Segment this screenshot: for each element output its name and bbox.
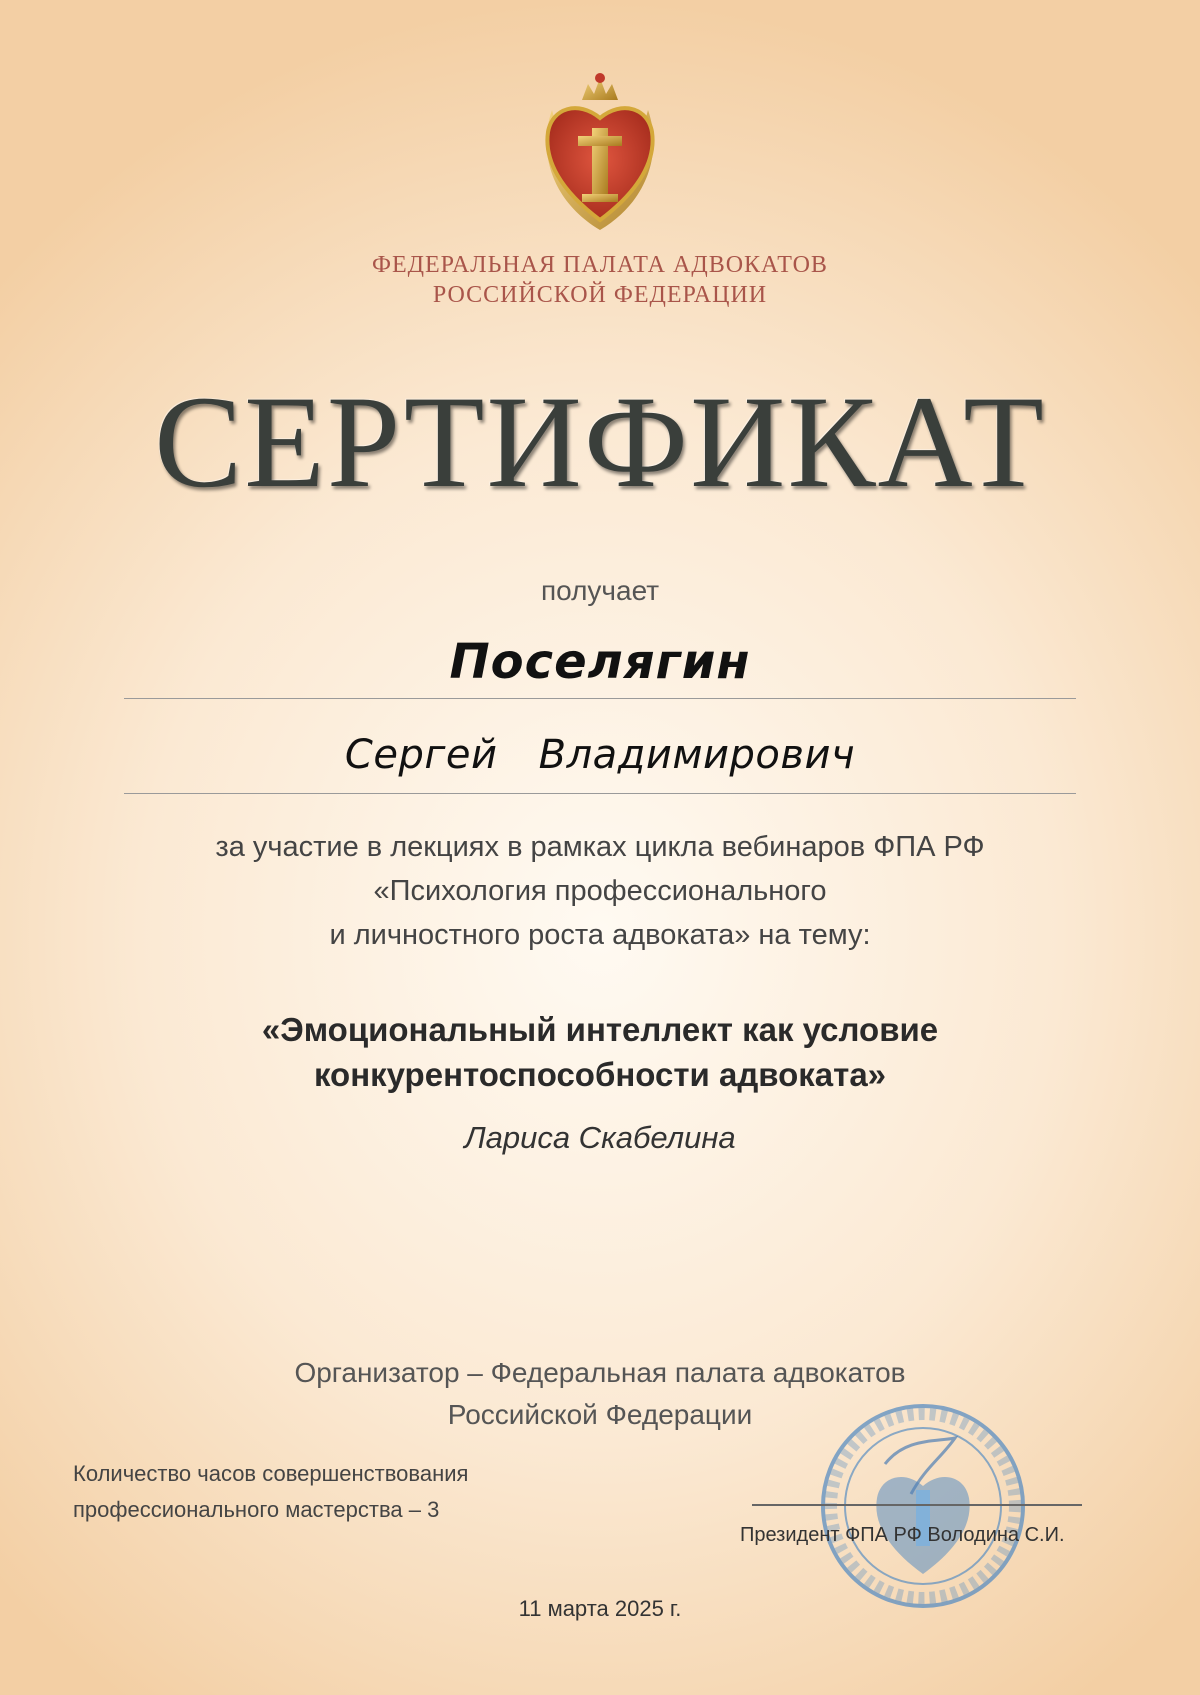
lecture-topic-line: конкурентоспособности адвоката» (313, 1056, 887, 1093)
organization-name-line1: ФЕДЕРАЛЬНАЯ ПАЛАТА АДВОКАТОВ (372, 252, 828, 278)
description-line: за участие в лекциях в рамках цикла вебинаров ФПА РФ (215, 831, 985, 863)
surname-underline (124, 698, 1076, 699)
lecturer-name: Лариса Скабелина (464, 1120, 736, 1155)
recipient-given-names: Сергей Владимирович (344, 732, 856, 778)
receives-label: получает (540, 575, 660, 606)
official-seal-stamp (815, 1398, 1031, 1614)
training-hours-line: Количество часов совершенствования (73, 1461, 469, 1486)
signature-line (752, 1504, 1082, 1506)
given-names-underline (124, 793, 1076, 794)
signatory-name: Президент ФПА РФ Володина С.И. (740, 1524, 1065, 1546)
organizer-line: Российской Федерации (447, 1399, 753, 1430)
organization-name-line2: РОССИЙСКОЙ ФЕДЕРАЦИИ (432, 282, 768, 308)
description-line: и личностного роста адвоката» на тему: (329, 919, 871, 951)
fpa-emblem-icon (530, 70, 670, 240)
recipient-surname: Поселягин (449, 634, 751, 690)
organizer-line: Организатор – Федеральная палата адвокатов (294, 1357, 906, 1388)
lecture-topic-line: «Эмоциональный интеллект как условие (261, 1011, 939, 1048)
issue-date: 11 марта 2025 г. (518, 1596, 682, 1621)
training-hours-line: профессионального мастерства – 3 (73, 1497, 440, 1522)
training-hours (73, 1456, 633, 1528)
description-line: «Психология профессионального (373, 875, 827, 907)
certificate-title: СЕРТИФИКАТ (154, 368, 1046, 515)
